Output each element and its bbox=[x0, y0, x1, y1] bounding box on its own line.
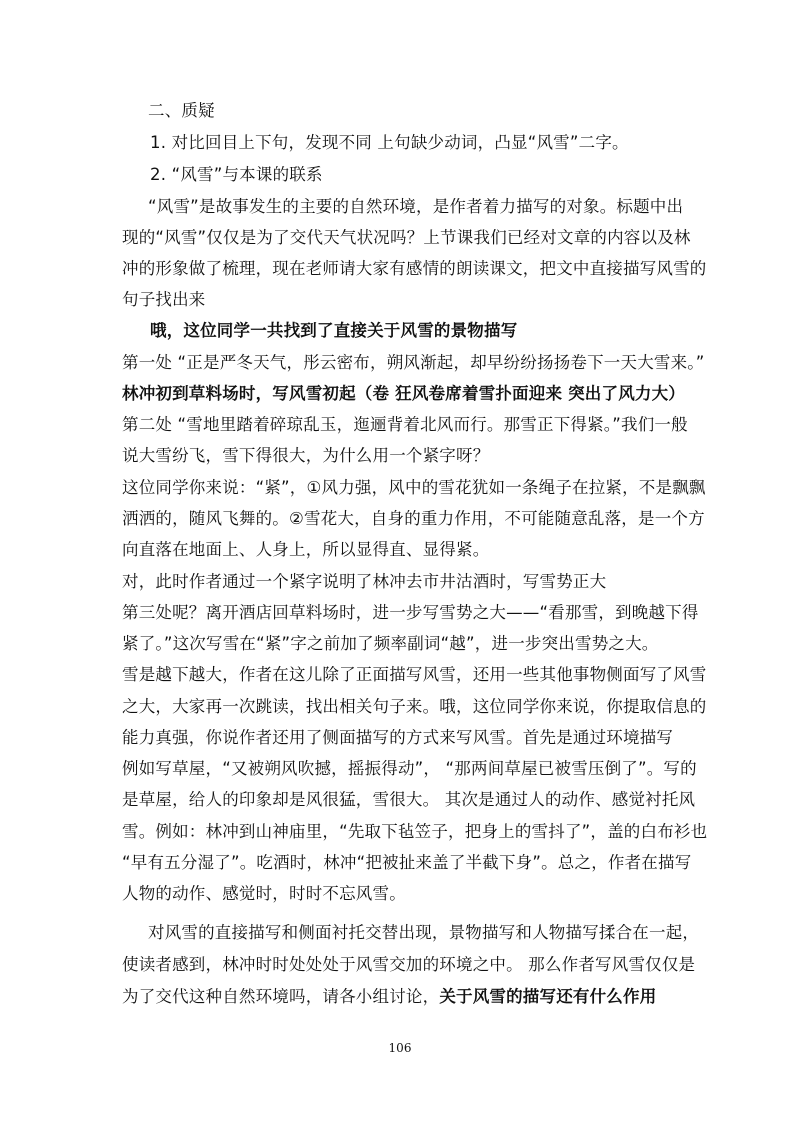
paragraph-line: 雪。例如：林冲到山神庙里，“先取下毡笠子，把身上的雪抖了”，盖的白布衫也 bbox=[122, 822, 708, 841]
paragraph-line: 紧了。”这次写雪在“紧”字之前加了频率副词“越”，进一步突出雪势之大。 bbox=[122, 634, 659, 653]
paragraph-line: 说大雪纷飞，雪下得很大，为什么用一个紧字呀？ bbox=[122, 446, 490, 465]
paragraph-line: 洒洒的，随风飞舞的。②雪花大，自身的重力作用，不可能随意乱落，是一个方 bbox=[122, 509, 705, 528]
paragraph-line: 是草屋，给人的印象却是风很猛，雪很大。 其次是通过人的动作、感觉衬托风 bbox=[122, 790, 696, 809]
paragraph-line: 第一处 “正是严冬天气，彤云密布，朔风渐起，却早纷纷扬扬卷下一天大雪来。” bbox=[122, 353, 705, 372]
emphasis-line: 哦，这位同学一共找到了直接关于风雪的景物描写 bbox=[150, 321, 518, 340]
paragraph-line: 例如写草屋，“又被朔风吹撼，摇振得动”， “那两间草屋已被雪压倒了”。写的 bbox=[122, 759, 697, 778]
question-item-1: 1. 对比回目上下句，发现不同 上句缺少动词，凸显“风雪”二字。 bbox=[150, 133, 629, 152]
paragraph-line: “早有五分湿了”。吃酒时，林冲“把被扯来盖了半截下身”。总之，作者在描写 bbox=[122, 853, 692, 872]
paragraph-line: 第二处 “雪地里踏着碎琼乱玉，迤逦背着北风而行。那雪正下得紧。”我们一般 bbox=[122, 415, 688, 434]
paragraph-text: 为了交代这种自然环境吗，请各小组讨论， bbox=[122, 987, 440, 1006]
paragraph-line: 第三处呢？离开酒店回草料场时，进一步写雪势之大——“看那雪，到晚越下得 bbox=[122, 603, 699, 622]
paragraph-line: 对风雪的直接描写和侧面衬托交替出现，景物描写和人物描写揉合在一起， bbox=[148, 923, 700, 942]
paragraph-line bbox=[122, 986, 656, 1008]
paragraph-line: 之大，大家再一次跳读，找出相关句子来。哦，这位同学你来说，你提取信息的 bbox=[122, 697, 707, 716]
page-number: 106 bbox=[388, 1041, 412, 1055]
emphasis-line: 林冲初到草料场时，写风雪初起（卷 狂风卷席着雪扑面迎来 突出了风力大） bbox=[122, 384, 685, 403]
paragraph-line: 对，此时作者通过一个紧字说明了林冲去市井沽酒时，写雪势正大 bbox=[122, 572, 607, 591]
paragraph-line: 使读者感到，林冲时时处处处于风雪交加的环境之中。 那么作者写风雪仅仅是 bbox=[122, 955, 696, 974]
paragraph-line: 能力真强，你说作者还用了侧面描写的方式来写风雪。首先是通过环境描写 bbox=[122, 728, 674, 747]
paragraph-line: 雪是越下越大，作者在这儿除了正面描写风雪，还用一些其他事物侧面写了风雪 bbox=[122, 665, 707, 684]
paragraph-line: 冲的形象做了梳理，现在老师请大家有感情的朗读课文，把文中直接描写风雪的 bbox=[122, 259, 707, 278]
paragraph-line: “风雪”是故事发生的主要的自然环境，是作者着力描写的对象。标题中出 bbox=[148, 197, 684, 216]
paragraph-line: 人物的动作、感觉时，时时不忘风雪。 bbox=[122, 884, 406, 903]
paragraph-line: 这位同学你来说：“紧”，①风力强，风中的雪花犹如一条绳子在拉紧，不是飘飘 bbox=[122, 478, 706, 497]
question-item-2: 2. “风雪”与本课的联系 bbox=[150, 165, 323, 184]
emphasis-text: 关于风雪的描写还有什么作用 bbox=[439, 987, 657, 1006]
paragraph-line: 现的“风雪”仅仅是为了交代天气状况吗？上节课我们已经对文章的内容以及林 bbox=[122, 228, 691, 247]
paragraph-line: 句子找出来 bbox=[122, 290, 206, 309]
section-heading: 二、质疑 bbox=[148, 101, 215, 120]
paragraph-line: 向直落在地面上、人身上，所以显得直、显得紧。 bbox=[122, 540, 490, 559]
